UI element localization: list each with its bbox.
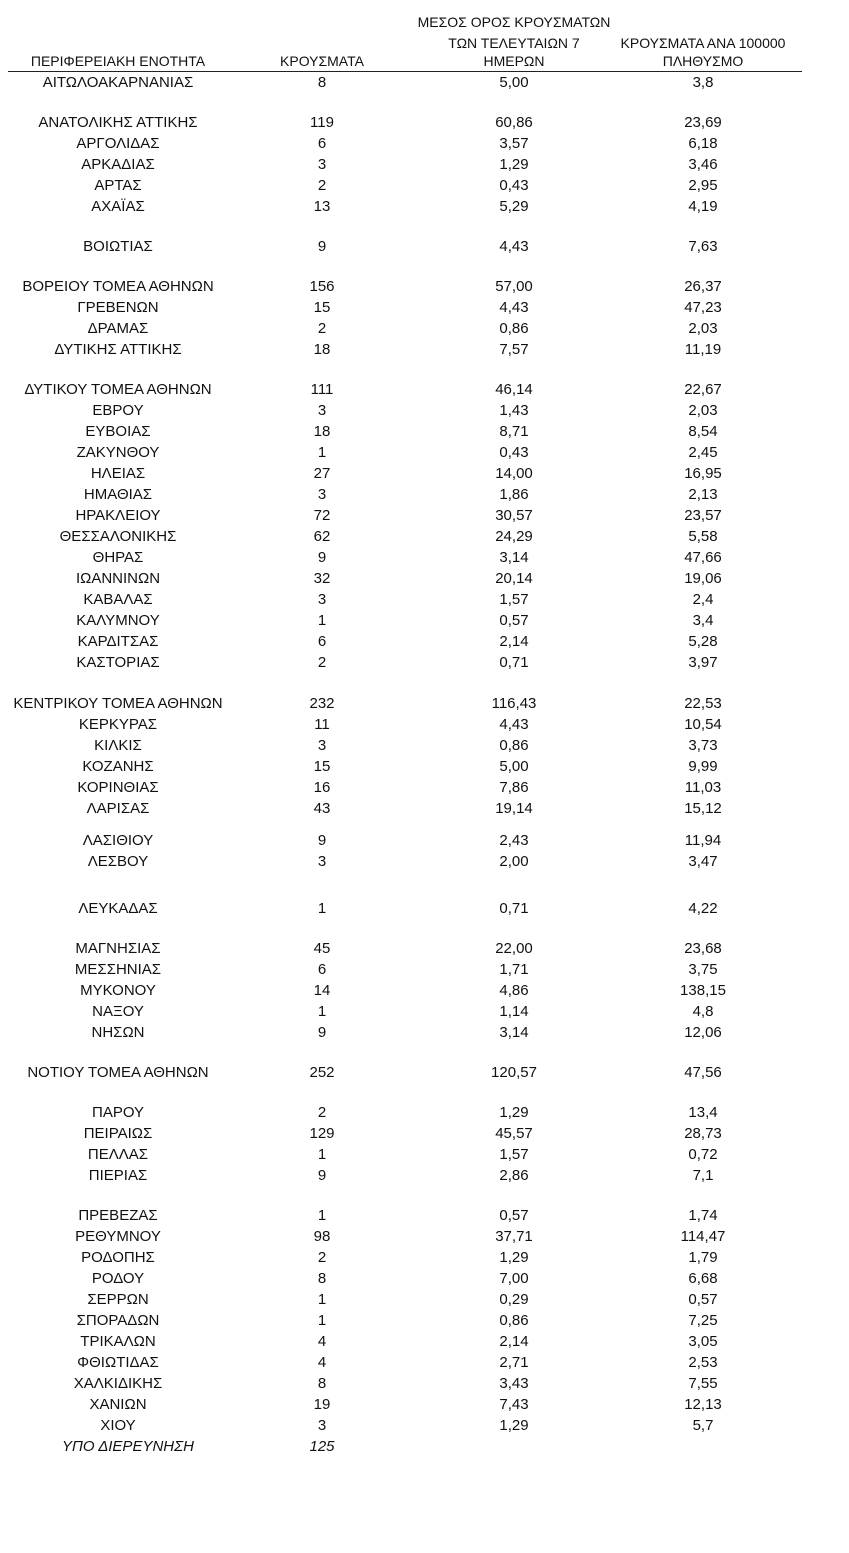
- table-row: [0, 898, 849, 919]
- cell-region: ΑΙΤΩΛΟΑΚΑΡΝΑΝΙΑΣ: [42, 74, 194, 91]
- cell-per100k: 22,53: [684, 695, 722, 712]
- cell-per100k: 6,68: [688, 1270, 718, 1287]
- table-row: [0, 1247, 849, 1268]
- cell-region: ΧΑΝΙΩΝ: [89, 1396, 147, 1413]
- cell-region: ΛΑΡΙΣΑΣ: [86, 800, 150, 817]
- cell-avg7: 1,43: [499, 402, 529, 419]
- cell-region: ΜΑΓΝΗΣΙΑΣ: [75, 940, 161, 957]
- cell-avg7: 1,57: [499, 591, 529, 608]
- cell-avg7: 1,71: [499, 961, 529, 978]
- cell-cases: 9: [317, 1024, 327, 1041]
- cell-cases: 6: [317, 961, 327, 978]
- cell-cases: 13: [313, 198, 331, 215]
- cell-per100k: 3,8: [692, 74, 714, 91]
- cell-avg7: 2,43: [499, 832, 529, 849]
- cell-per100k: 0,57: [688, 1291, 718, 1308]
- cell-region: ΒΟΙΩΤΙΑΣ: [83, 238, 153, 255]
- cell-region: ΜΥΚΟΝΟΥ: [80, 982, 156, 999]
- cell-region: ΛΕΣΒΟΥ: [87, 853, 149, 870]
- cell-per100k: 138,15: [680, 982, 726, 999]
- cell-per100k: 5,28: [688, 633, 718, 650]
- cell-region: ΚΕΡΚΥΡΑΣ: [78, 716, 158, 733]
- cell-per100k: 22,67: [684, 381, 722, 398]
- cell-per100k: 114,47: [680, 1228, 726, 1245]
- cell-per100k: 47,23: [684, 299, 722, 316]
- cell-cases: 4: [317, 1333, 327, 1350]
- cell-cases: 232: [309, 695, 335, 712]
- cell-cases: 8: [317, 74, 327, 91]
- cell-per100k: 2,13: [688, 486, 718, 503]
- cell-avg7: 7,86: [499, 779, 529, 796]
- cell-per100k: 2,95: [688, 177, 718, 194]
- cell-region: ΠΡΕΒΕΖΑΣ: [78, 1207, 158, 1224]
- table-row: [0, 1144, 849, 1165]
- cell-region: ΠΙΕΡΙΑΣ: [88, 1167, 148, 1184]
- table-row: [0, 938, 849, 959]
- cell-region: ΚΟΖΑΝΗΣ: [82, 758, 154, 775]
- table-row: [0, 777, 849, 798]
- cell-region: ΙΩΑΝΝΙΝΩΝ: [75, 570, 161, 587]
- cell-cases: 9: [317, 238, 327, 255]
- cell-region: ΕΒΡΟΥ: [92, 402, 144, 419]
- cell-per100k: 3,46: [688, 156, 718, 173]
- cell-per100k: 19,06: [684, 570, 722, 587]
- table-row: [0, 318, 849, 339]
- table-row: [0, 526, 849, 547]
- table-row: [0, 610, 849, 631]
- table-row: [0, 1373, 849, 1394]
- cell-region: ΣΠΟΡΑΔΩΝ: [76, 1312, 160, 1329]
- header-cases: ΚΡΟΥΣΜΑΤΑ: [280, 53, 364, 69]
- cell-per100k: 3,47: [688, 853, 718, 870]
- cell-avg7: 7,43: [499, 1396, 529, 1413]
- cell-per100k: 3,05: [688, 1333, 718, 1350]
- header-avg-line3: ΗΜΕΡΩΝ: [483, 53, 545, 69]
- cell-avg7: 46,14: [495, 381, 533, 398]
- cell-per100k: 10,54: [684, 716, 722, 733]
- cell-avg7: 5,00: [499, 758, 529, 775]
- cell-avg7: 7,00: [499, 1270, 529, 1287]
- table-row: [0, 154, 849, 175]
- cell-per100k: 2,53: [688, 1354, 718, 1371]
- table-row: [0, 1062, 849, 1083]
- cell-per100k: 1,79: [688, 1249, 718, 1266]
- table-row: [0, 1102, 849, 1123]
- cell-avg7: 4,43: [499, 299, 529, 316]
- cell-cases: 3: [317, 591, 327, 608]
- cell-avg7: 1,86: [499, 486, 529, 503]
- header-avg-line2: ΤΩΝ ΤΕΛΕΥΤΑΙΩΝ 7: [448, 35, 580, 51]
- cell-cases: 156: [309, 278, 335, 295]
- table-row: [0, 830, 849, 851]
- cell-avg7: 4,43: [499, 716, 529, 733]
- cell-region: ΑΡΚΑΔΙΑΣ: [81, 156, 155, 173]
- cell-per100k: 3,4: [692, 612, 714, 629]
- table-row: [0, 1123, 849, 1144]
- table-row: [0, 1001, 849, 1022]
- cell-per100k: 2,03: [688, 402, 718, 419]
- cell-region: ΡΟΔΟΥ: [91, 1270, 145, 1287]
- cell-cases: 62: [313, 528, 331, 545]
- table-row: [0, 631, 849, 652]
- cell-cases: 27: [313, 465, 331, 482]
- cell-cases: 4: [317, 1354, 327, 1371]
- cell-per100k: 7,1: [692, 1167, 714, 1184]
- cell-region: ΡΕΘΥΜΝΟΥ: [75, 1228, 161, 1245]
- cell-cases: 16: [313, 779, 331, 796]
- cell-region: ΝΗΣΩΝ: [91, 1024, 145, 1041]
- cell-cases: 2: [317, 1104, 327, 1121]
- table-row: [0, 980, 849, 1001]
- cell-cases: 1: [317, 1291, 327, 1308]
- cell-region: ΔΥΤΙΚΟΥ ΤΟΜΕΑ ΑΘΗΝΩΝ: [24, 381, 212, 398]
- cell-per100k: 13,4: [688, 1104, 718, 1121]
- table-row: [0, 236, 849, 257]
- cell-cases: 9: [317, 832, 327, 849]
- cell-per100k: 4,19: [688, 198, 718, 215]
- cell-avg7: 0,86: [499, 1312, 529, 1329]
- cell-avg7: 0,57: [499, 612, 529, 629]
- cell-cases: 3: [317, 737, 327, 754]
- cell-per100k: 5,58: [688, 528, 718, 545]
- table-row: [0, 1394, 849, 1415]
- cell-region: ΚΟΡΙΝΘΙΑΣ: [77, 779, 159, 796]
- cell-per100k: 12,13: [684, 1396, 722, 1413]
- cell-cases: 1: [317, 1146, 327, 1163]
- cell-avg7: 14,00: [495, 465, 533, 482]
- table-row: [0, 1205, 849, 1226]
- cell-cases: 9: [317, 549, 327, 566]
- table-row: [0, 276, 849, 297]
- cell-avg7: 3,14: [499, 1024, 529, 1041]
- cell-avg7: 2,71: [499, 1354, 529, 1371]
- cell-region: ΖΑΚΥΝΘΟΥ: [76, 444, 160, 461]
- cell-avg7: 1,29: [499, 1417, 529, 1434]
- header-per100k-line2: ΠΛΗΘΥΣΜΟ: [662, 53, 744, 69]
- table-row: [0, 589, 849, 610]
- cell-avg7: 3,57: [499, 135, 529, 152]
- cell-per100k: 4,22: [688, 900, 718, 917]
- cell-avg7: 3,14: [499, 549, 529, 566]
- cell-region: ΛΕΥΚΑΔΑΣ: [78, 900, 158, 917]
- cell-avg7: 20,14: [495, 570, 533, 587]
- cell-per100k: 2,45: [688, 444, 718, 461]
- table-row: [0, 133, 849, 154]
- cell-per100k: 3,73: [688, 737, 718, 754]
- table-row: [0, 1352, 849, 1373]
- table-row: [0, 505, 849, 526]
- cell-region: ΚΑΡΔΙΤΣΑΣ: [77, 633, 159, 650]
- cell-cases: 1: [317, 1312, 327, 1329]
- table-row: [0, 756, 849, 777]
- table-row: [0, 1268, 849, 1289]
- table-row: [0, 1331, 849, 1352]
- cell-cases: 3: [317, 486, 327, 503]
- cell-avg7: 1,14: [499, 1003, 529, 1020]
- cell-avg7: 37,71: [495, 1228, 533, 1245]
- cell-per100k: 7,63: [688, 238, 718, 255]
- cell-region: ΚΑΒΑΛΑΣ: [83, 591, 153, 608]
- cell-per100k: 47,56: [684, 1064, 722, 1081]
- table-row: [0, 379, 849, 400]
- cell-per100k: 3,75: [688, 961, 718, 978]
- cell-region: ΠΑΡΟΥ: [91, 1104, 145, 1121]
- table-row: [0, 112, 849, 133]
- cell-cases: 119: [310, 114, 334, 131]
- cell-region: ΜΕΣΣΗΝΙΑΣ: [74, 961, 162, 978]
- table-row: [0, 652, 849, 673]
- cell-per100k: 6,18: [688, 135, 718, 152]
- cell-per100k: 23,57: [684, 507, 722, 524]
- cell-avg7: 0,43: [499, 177, 529, 194]
- cell-per100k: 47,66: [684, 549, 722, 566]
- cell-cases: 8: [317, 1270, 327, 1287]
- cell-avg7: 8,71: [499, 423, 529, 440]
- header-per100k-line1: ΚΡΟΥΣΜΑΤΑ ΑΝΑ 100000: [620, 35, 786, 51]
- cell-per100k: 11,19: [684, 341, 722, 358]
- cell-region: ΗΜΑΘΙΑΣ: [83, 486, 153, 503]
- cell-cases: 43: [313, 800, 331, 817]
- table-row: [0, 693, 849, 714]
- cell-cases: 1: [317, 444, 327, 461]
- table-row: [0, 1022, 849, 1043]
- cell-region: ΝΑΞΟΥ: [92, 1003, 144, 1020]
- cell-cases: 32: [313, 570, 331, 587]
- cell-per100k: 11,94: [684, 832, 722, 849]
- cell-avg7: 45,57: [495, 1125, 533, 1142]
- cell-cases: 15: [313, 758, 331, 775]
- under-investigation-label: ΥΠΟ ΔΙΕΡΕΥΝΗΣΗ: [62, 1438, 194, 1455]
- cell-cases: 15: [313, 299, 331, 316]
- cell-cases: 111: [310, 381, 334, 398]
- cell-cases: 1: [317, 1003, 327, 1020]
- header-avg-line1: ΜΕΣΟΣ ΟΡΟΣ ΚΡΟΥΣΜΑΤΩΝ: [417, 14, 611, 30]
- table-row: [0, 175, 849, 196]
- cell-cases: 3: [317, 402, 327, 419]
- cell-per100k: 3,97: [688, 654, 718, 671]
- cell-avg7: 0,29: [499, 1291, 529, 1308]
- cell-per100k: 11,03: [684, 779, 722, 796]
- cell-region: ΚΕΝΤΡΙΚΟΥ ΤΟΜΕΑ ΑΘΗΝΩΝ: [13, 695, 223, 712]
- cell-region: ΑΧΑΪΑΣ: [91, 198, 145, 215]
- cell-avg7: 1,29: [499, 1104, 529, 1121]
- cell-region: ΚΙΛΚΙΣ: [94, 737, 142, 754]
- cell-per100k: 12,06: [684, 1024, 722, 1041]
- table-row: [0, 400, 849, 421]
- cell-cases: 3: [317, 1417, 327, 1434]
- cell-per100k: 2,4: [692, 591, 714, 608]
- table-row: [0, 851, 849, 872]
- cell-region: ΓΡΕΒΕΝΩΝ: [77, 299, 159, 316]
- cell-cases: 2: [317, 654, 327, 671]
- cell-per100k: 4,8: [692, 1003, 714, 1020]
- cell-avg7: 30,57: [495, 507, 533, 524]
- table-row: [0, 547, 849, 568]
- cell-region: ΒΟΡΕΙΟΥ ΤΟΜΕΑ ΑΘΗΝΩΝ: [22, 278, 214, 295]
- cell-cases: 252: [309, 1064, 335, 1081]
- cell-region: ΘΕΣΣΑΛΟΝΙΚΗΣ: [59, 528, 177, 545]
- cell-cases: 3: [317, 156, 327, 173]
- table-row: [0, 72, 849, 93]
- cell-avg7: 2,86: [499, 1167, 529, 1184]
- cell-region: ΤΡΙΚΑΛΩΝ: [80, 1333, 156, 1350]
- table-row: [0, 484, 849, 505]
- table-row: [0, 568, 849, 589]
- cell-region: ΗΡΑΚΛΕΙΟΥ: [75, 507, 161, 524]
- table-row: [0, 1415, 849, 1436]
- cell-per100k: 0,72: [688, 1146, 718, 1163]
- cell-per100k: 9,99: [688, 758, 718, 775]
- cell-avg7: 1,57: [499, 1146, 529, 1163]
- cell-cases: 72: [313, 507, 331, 524]
- cell-region: ΗΛΕΙΑΣ: [90, 465, 146, 482]
- cell-region: ΕΥΒΟΙΑΣ: [85, 423, 151, 440]
- cell-region: ΚΑΛΥΜΝΟΥ: [76, 612, 160, 629]
- table-row: [0, 1310, 849, 1331]
- cell-avg7: 0,57: [499, 1207, 529, 1224]
- cell-cases: 14: [313, 982, 331, 999]
- cell-region: ΘΗΡΑΣ: [92, 549, 144, 566]
- table-row: [0, 1226, 849, 1247]
- cell-region: ΑΝΑΤΟΛΙΚΗΣ ΑΤΤΙΚΗΣ: [38, 114, 198, 131]
- cell-avg7: 22,00: [495, 940, 533, 957]
- cell-avg7: 2,14: [499, 1333, 529, 1350]
- cell-cases: 2: [317, 177, 327, 194]
- cell-avg7: 0,86: [499, 320, 529, 337]
- cell-avg7: 116,43: [491, 695, 537, 712]
- cell-per100k: 26,37: [684, 278, 722, 295]
- cell-cases: 1: [317, 612, 327, 629]
- cell-avg7: 24,29: [495, 528, 533, 545]
- table-row: [0, 339, 849, 360]
- cell-avg7: 3,43: [499, 1375, 529, 1392]
- cell-region: ΧΙΟΥ: [100, 1417, 136, 1434]
- table-row: [0, 463, 849, 484]
- cell-avg7: 5,29: [499, 198, 529, 215]
- table-row: [0, 1165, 849, 1186]
- cell-region: ΔΥΤΙΚΗΣ ΑΤΤΙΚΗΣ: [54, 341, 182, 358]
- cell-cases: 8: [317, 1375, 327, 1392]
- table-row: [0, 714, 849, 735]
- cell-per100k: 7,25: [688, 1312, 718, 1329]
- cell-avg7: 1,29: [499, 1249, 529, 1266]
- table-row: [0, 959, 849, 980]
- cell-avg7: 57,00: [495, 278, 533, 295]
- cell-region: ΚΑΣΤΟΡΙΑΣ: [76, 654, 160, 671]
- cell-per100k: 23,69: [684, 114, 722, 131]
- cell-cases: 6: [317, 633, 327, 650]
- cell-cases: 1: [317, 900, 327, 917]
- cell-cases: 2: [317, 1249, 327, 1266]
- cell-region: ΠΕΙΡΑΙΩΣ: [83, 1125, 153, 1142]
- cell-per100k: 2,03: [688, 320, 718, 337]
- cell-avg7: 5,00: [499, 74, 529, 91]
- cell-avg7: 0,86: [499, 737, 529, 754]
- cell-cases: 11: [314, 716, 330, 733]
- cell-avg7: 4,86: [499, 982, 529, 999]
- cell-per100k: 16,95: [684, 465, 722, 482]
- cell-region: ΑΡΤΑΣ: [94, 177, 142, 194]
- table-row: [0, 735, 849, 756]
- cell-region: ΛΑΣΙΘΙΟΥ: [82, 832, 154, 849]
- cell-per100k: 23,68: [684, 940, 722, 957]
- table-row: [0, 297, 849, 318]
- cell-per100k: 1,74: [688, 1207, 718, 1224]
- cell-avg7: 4,43: [499, 238, 529, 255]
- table-row: [0, 798, 849, 819]
- cell-cases: 2: [317, 320, 327, 337]
- cell-per100k: 28,73: [684, 1125, 722, 1142]
- cell-region: ΠΕΛΛΑΣ: [87, 1146, 149, 1163]
- header-region: ΠΕΡΙΦΕΡΕΙΑΚΗ ΕΝΟΤΗΤΑ: [30, 53, 206, 69]
- cell-avg7: 2,00: [499, 853, 529, 870]
- cell-region: ΧΑΛΚΙΔΙΚΗΣ: [73, 1375, 163, 1392]
- cell-region: ΡΟΔΟΠΗΣ: [81, 1249, 155, 1266]
- cell-cases: 18: [313, 423, 331, 440]
- cell-per100k: 8,54: [688, 423, 718, 440]
- table-row: [0, 421, 849, 442]
- cell-region: ΣΕΡΡΩΝ: [87, 1291, 149, 1308]
- cell-avg7: 1,29: [499, 156, 529, 173]
- under-investigation-cases: 125: [309, 1438, 335, 1455]
- table-row: [0, 442, 849, 463]
- cell-cases: 3: [317, 853, 327, 870]
- table-row: [0, 196, 849, 217]
- cell-region: ΦΘΙΩΤΙΔΑΣ: [77, 1354, 159, 1371]
- table-row: [0, 1289, 849, 1310]
- cell-avg7: 0,71: [499, 900, 529, 917]
- cell-per100k: 5,7: [692, 1417, 714, 1434]
- cell-region: ΔΡΑΜΑΣ: [87, 320, 149, 337]
- cell-per100k: 15,12: [684, 800, 722, 817]
- cell-cases: 45: [313, 940, 331, 957]
- cell-avg7: 19,14: [495, 800, 533, 817]
- cell-cases: 6: [317, 135, 327, 152]
- cell-avg7: 7,57: [499, 341, 529, 358]
- under-investigation-row: [0, 1436, 849, 1457]
- cell-avg7: 0,43: [499, 444, 529, 461]
- cell-cases: 98: [313, 1228, 331, 1245]
- cell-cases: 18: [313, 341, 331, 358]
- cell-cases: 129: [309, 1125, 335, 1142]
- cell-cases: 9: [317, 1167, 327, 1184]
- cell-avg7: 0,71: [499, 654, 529, 671]
- cell-region: ΑΡΓΟΛΙΔΑΣ: [76, 135, 160, 152]
- cell-avg7: 2,14: [499, 633, 529, 650]
- cell-avg7: 120,57: [491, 1064, 537, 1081]
- cell-cases: 19: [313, 1396, 331, 1413]
- cell-avg7: 60,86: [495, 114, 533, 131]
- cell-cases: 1: [317, 1207, 327, 1224]
- cell-per100k: 7,55: [688, 1375, 718, 1392]
- cell-region: ΝΟΤΙΟΥ ΤΟΜΕΑ ΑΘΗΝΩΝ: [27, 1064, 209, 1081]
